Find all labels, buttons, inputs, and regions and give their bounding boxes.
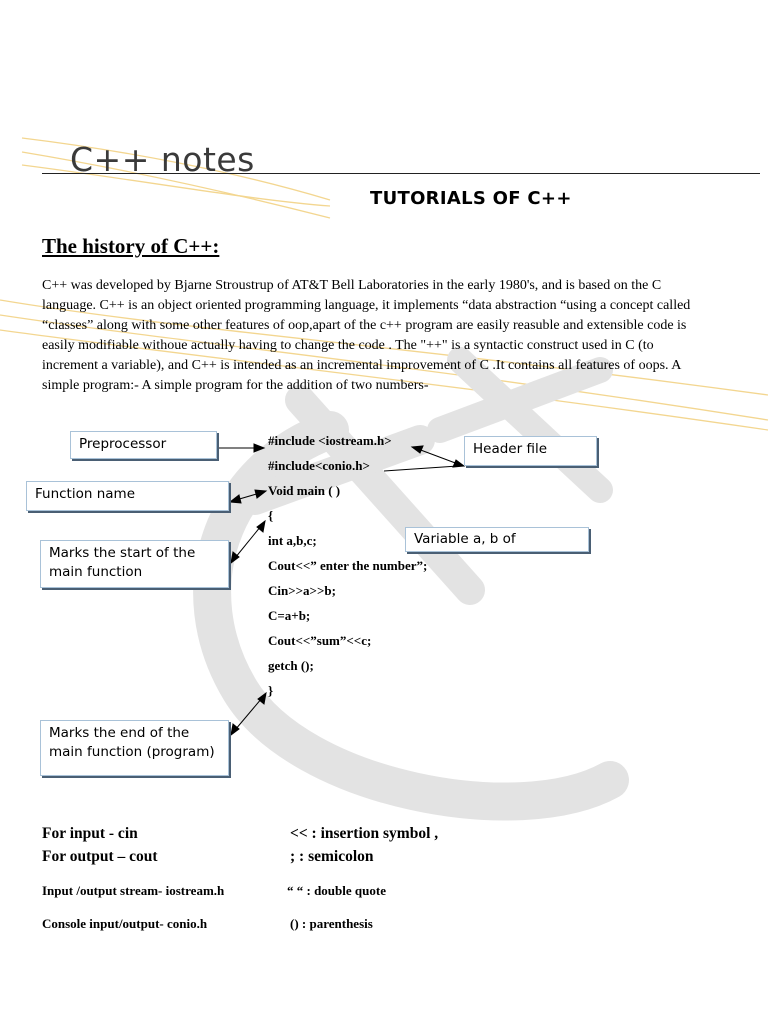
code-line: C=a+b; [268,608,311,623]
code-line: getch (); [268,658,314,673]
document-brand-title: C++ notes [70,140,255,179]
output-note: For output – cout [42,848,158,865]
section-heading: The history of C++: [42,234,220,258]
stream-note: Input /output stream- iostream.h [42,883,225,898]
paragraph-line: increment a variable), and C++ is intended as an incremental improvement of C .It contains all features of oops. A [42,358,682,373]
insertion-note: << : insertion symbol , [290,825,439,842]
code-line: { [268,508,274,523]
semicolon-note: ; : semicolon [290,848,374,865]
parenthesis-note: () : parenthesis [290,916,373,931]
main-end-callout [40,720,229,776]
code-line: int a,b,c; [268,533,317,548]
code-line: Cout<<” enter the number”; [268,558,428,573]
callout-label: Marks the start of the main function [49,545,196,580]
paragraph-line: easily modifiable withoue actually having to change the code . The "++" is a syntactic construct used in C (to [42,338,654,353]
callout-label: Preprocessor [79,436,167,452]
input-note: For input - cin [42,825,138,842]
code-line: } [268,683,274,698]
tutorial-title: TUTORIALS OF C++ [370,188,572,209]
paragraph-line: “classes” along with some other features of oop,apart of the c++ program are easily reasuble and extensible code is [42,318,687,333]
callout-label: Marks the end of the main function (program) [49,725,215,760]
function-name-callout [26,481,229,511]
double-quote-note: “ “ : double quote [287,883,386,898]
variable-callout [405,527,589,552]
paragraph-line: simple program:- A simple program for the addition of two numbers- [42,378,429,393]
history-paragraph [42,276,748,396]
callout-label: Function name [35,486,135,502]
code-line: Cin>>a>>b; [268,583,336,598]
main-start-callout [40,540,229,588]
header-divider [42,173,760,174]
code-line: #include<conio.h> [268,458,370,473]
cpp-watermark-icon [212,360,610,802]
preprocessor-callout [70,431,217,459]
callout-label: Header file [473,441,548,457]
code-line: #include <iostream.h> [268,433,392,448]
code-line: Void main ( ) [268,483,341,498]
paragraph-line: C++ was developed by Bjarne Stroustrup of AT&T Bell Laboratories in the early 1980's, and is based on the C [42,278,662,293]
code-line: Cout<<”sum”<<c; [268,633,372,648]
callout-label: Variable a, b of [414,531,516,547]
header-file-callout [464,436,597,466]
paragraph-line: language. C++ is an object oriented programming language, it implements “data abstraction “using a concept called [42,298,691,313]
console-note: Console input/output- conio.h [42,916,208,931]
